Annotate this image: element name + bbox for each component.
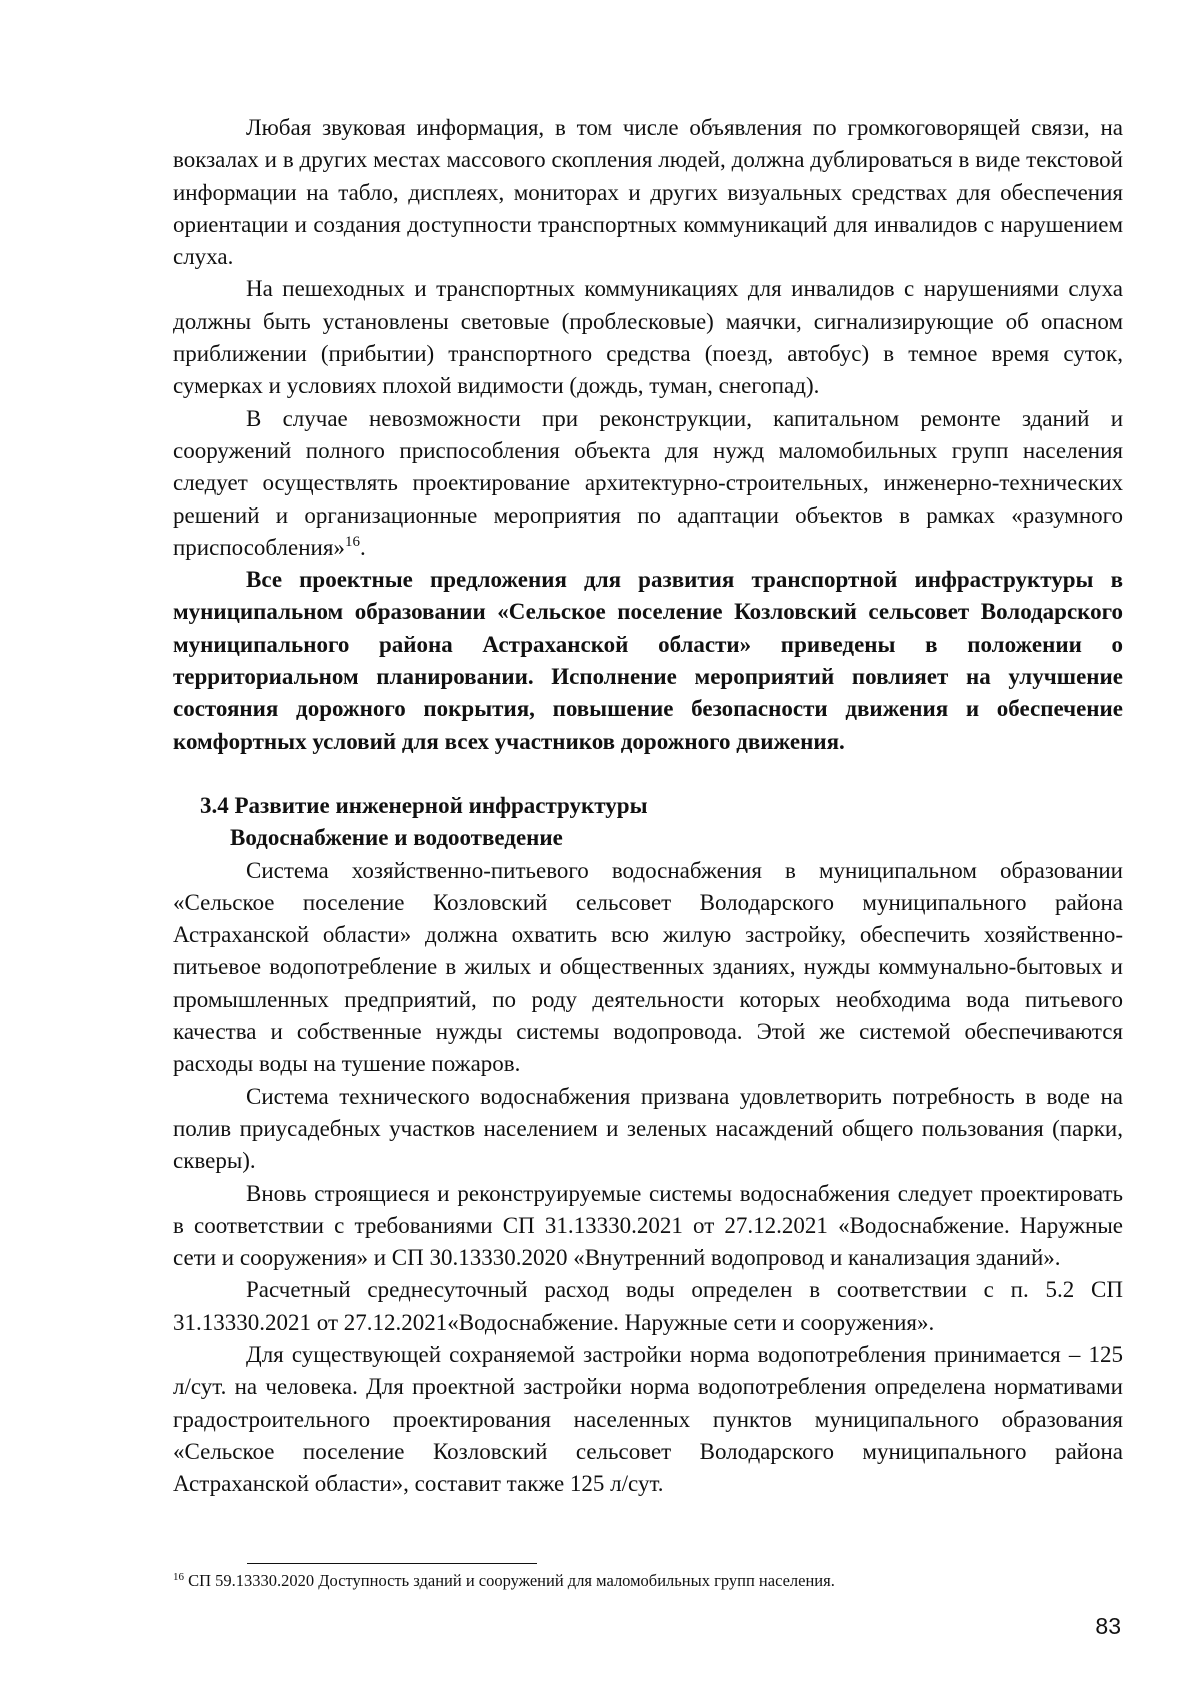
paragraph-drinking-water-system: Система хозяйственно-питьевого водоснабжения в муниципальном образовании «Сельское поселение Козловский сельсовет Володарского муниципального района Астраханской области» должна охватить всю жилую застройку, обеспечить хозяйственно-питьевое водопотребление в жилых и общественных зданиях, нужды коммунально-бытовых и промышленных предприятий, по роду деятельности которых необходима вода питьевого качества и собственные нужды системы водопровода. Этой же системой обеспечиваются расходы воды на тушение пожаров. [173,857,1123,1077]
page-number: 83 [1095,1613,1121,1639]
paragraph-reasonable-adaptation [173,403,1123,564]
page-body [173,112,1123,1500]
paragraph-transport-proposals: Все проектные предложения для развития транспортной инфраструктуры в муниципальном образовании «Сельское поселение Козловский сельсовет Володарского муниципального района Астраханской области» приведены в положении о территориальном планировании. Исполнение мероприятий повлияет на улучшение состояния дорожного покрытия, повышение безопасности движения и обеспечение комфортных условий для всех участников дорожного движения. [173,567,1123,754]
paragraph-average-consumption: Расчетный среднесуточный расход воды определен в соответствии с п. 5.2 СП 31.13330.2021 от 27.12.2021«Водоснабжение. Наружные сети и сооружения». [173,1277,1123,1335]
paragraph-design-standards: Вновь строящиеся и реконструируемые системы водоснабжения следует проектировать в соответствии с требованиями СП 31.13330.2021 от 27.12.2021 «Водоснабжение. Наружные сети и сооружения» и СП 30.13330.2020 «Внутренний водопровод и канализация зданий». [173,1180,1123,1271]
subsection-heading: Водоснабжение и водоотведение [230,825,563,851]
footnote-text: СП 59.13330.2020 Доступность зданий и сооружений для маломобильных групп населения. [184,1571,835,1590]
paragraph-light-beacons: На пешеходных и транспортных коммуникациях для инвалидов с нарушениями слуха должны быть установлены световые (проблесковые) маячки, сигнализирующие об опасном приближении (прибытии) транспортного средства (поезд, автобус) в темное время суток, сумерках и условиях плохой видимости (дождь, туман, снегопад). [173,276,1123,399]
footnote [173,1570,1123,1592]
footnote-reference[interactable]: 16 [344,533,360,550]
paragraph-technical-water-supply: Система технического водоснабжения призвана удовлетворить потребность в воде на полив приусадебных участков населением и зеленых насаждений общего пользования (парки, скверы). [173,1083,1123,1174]
paragraph-text: В случае невозможности при реконструкции, капитальном ремонте зданий и сооружений полного приспособления объекта для нужд маломобильных групп населения следует осуществлять проектирование архитектурно-строительных, инженерно-технических решений и организационные мероприятия по адаптации объектов в рамках «разумного приспособления» [173,405,1123,560]
footnote-number: 16 [173,1571,184,1583]
paragraph-consumption-norm: Для существующей сохраняемой застройки норма водопотребления принимается – 125 л/сут. на человека. Для проектной застройки норма водопотребления определена нормативами градостроительного проектирования населенных пунктов муниципального образования «Сельское поселение Козловский сельсовет Володарского муниципального района Астраханской области», составит также 125 л/сут. [173,1341,1123,1497]
spacer [173,758,1123,790]
section-heading: 3.4 Развитие инженерной инфраструктуры [200,792,648,818]
paragraph-audio-info: Любая звуковая информация, в том числе объявления по громкоговорящей связи, на вокзалах и в других местах массового скопления людей, должна дублироваться в виде текстовой информации на табло, дисплеях, мониторах и других визуальных средствах для обеспечения ориентации и создания доступности транспортных коммуникаций для инвалидов с нарушением слуха. [173,115,1123,270]
paragraph-end-punctuation: . [359,534,366,560]
footnote-separator [247,1563,537,1564]
